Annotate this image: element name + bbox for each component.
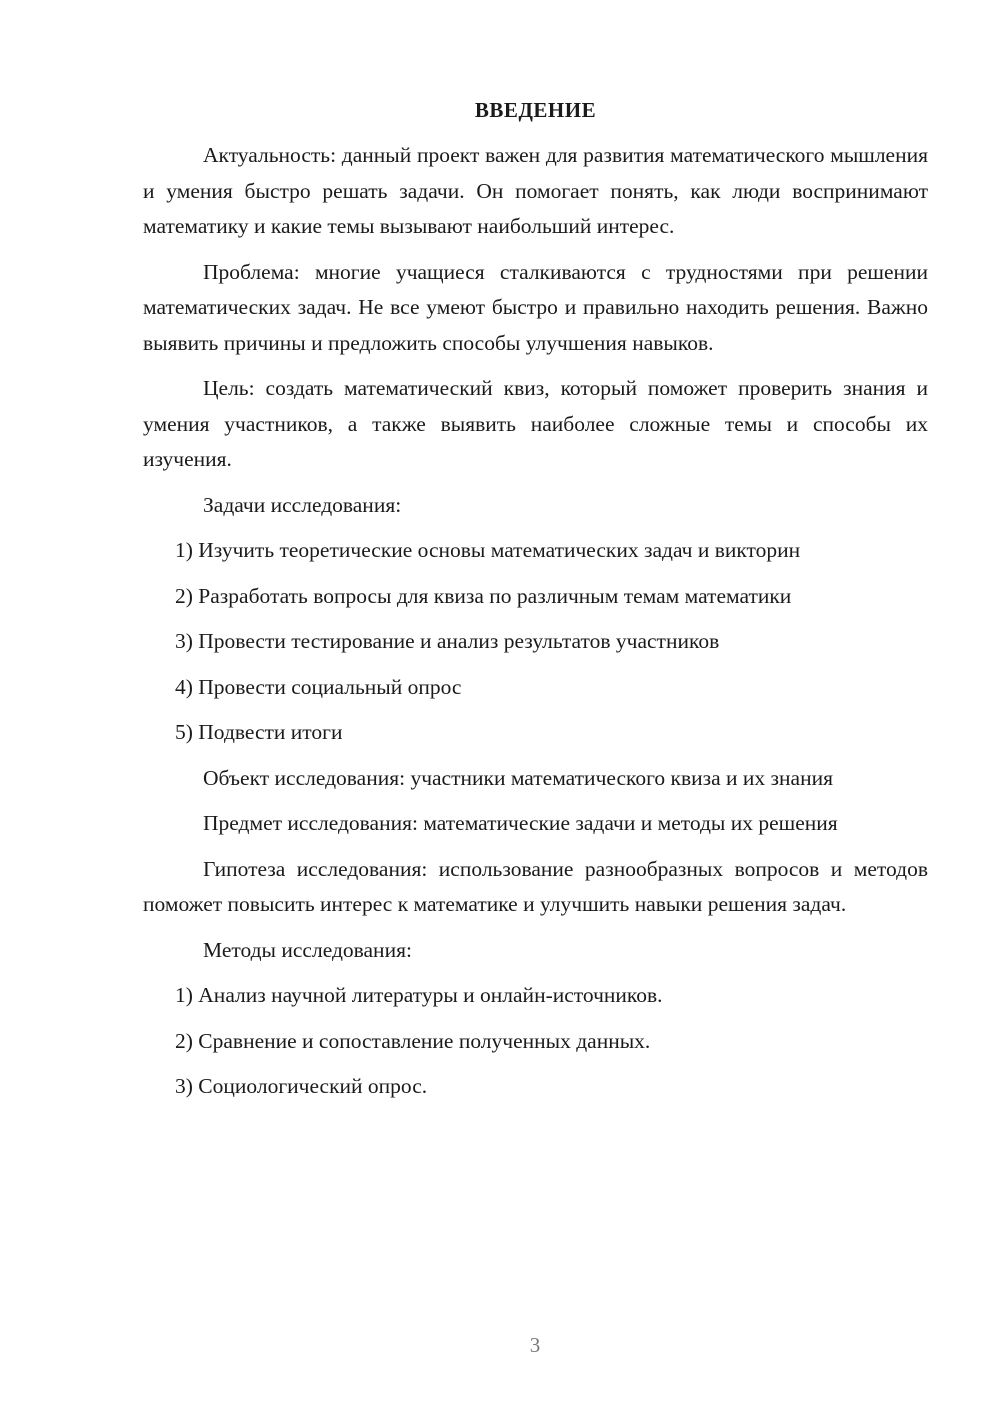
list-item: 3) Социологический опрос. [175,1074,428,1098]
document-page [143,92,928,1115]
document-title: ВВЕДЕНИЕ [474,98,597,122]
list-item: 4) Провести социальный опрос [175,674,462,699]
page-number: 3 [529,1333,541,1357]
methods-heading: Методы исследования: [203,937,412,962]
tasks-heading: Задачи исследования: [203,492,402,517]
subject-paragraph: Предмет исследования: математические задачи и методы их решения [203,811,838,835]
relevance-paragraph: Актуальность: данный проект важен для развития математического мышления и умения быстро решать задачи. Он помогает понять, как люди воспринимают математику и какие темы вызывают наибольший интерес. [143,143,928,238]
list-item: 2) Разработать вопросы для квиза по различным темам математики [175,583,792,608]
goal-paragraph: Цель: создать математический квиз, который поможет проверить знания и умения участников, а также выявить наиболее сложные темы и способы их изучения. [143,376,928,471]
list-item: 2) Сравнение и сопоставление полученных данных. [175,1028,651,1053]
list-item: 1) Анализ научной литературы и онлайн-источников. [175,983,663,1007]
hypothesis-paragraph: Гипотеза исследования: использование разнообразных вопросов и методов поможет повысить интерес к математике и улучшить навыки решения задач. [143,856,928,916]
problem-paragraph: Проблема: многие учащиеся сталкиваются с трудностями при решении математических задач. Не все умеют быстро и правильно находить решения. Важно выявить причины и предложить способы улучшения навыков. [143,259,928,355]
object-paragraph: Объект исследования: участники математического квиза и их знания [203,765,833,790]
tasks-list [143,533,928,751]
methods-list [143,978,928,1105]
list-item: 1) Изучить теоретические основы математических задач и викторин [175,538,801,562]
list-item: 5) Подвести итоги [175,720,343,744]
list-item: 3) Провести тестирование и анализ результатов участников [175,629,720,653]
